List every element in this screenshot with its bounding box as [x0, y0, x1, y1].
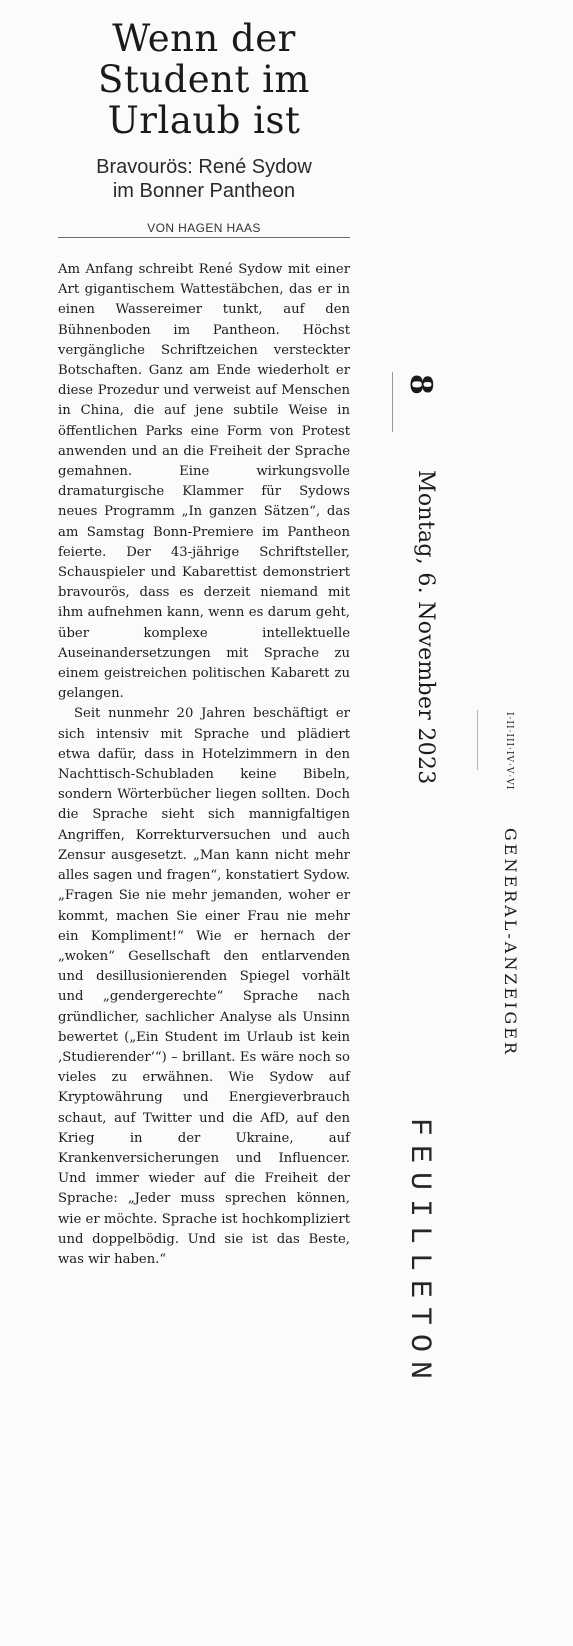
section-name: FEUILLETON	[402, 1118, 436, 1389]
byline: VON HAGEN HAAS	[58, 221, 350, 238]
headline-line: Wenn der	[112, 17, 296, 60]
issue-date: Montag, 6. November 2023	[413, 470, 438, 785]
article-body	[58, 260, 350, 1270]
headline-line: Urlaub ist	[107, 99, 301, 142]
edition-marks: I·II·III·IV·V·VI	[504, 712, 514, 791]
headline-line: Student im	[97, 58, 310, 101]
subheadline-line: im Bonner Pantheon	[112, 180, 296, 202]
subheadline-line: Bravourös: René Sydow	[96, 156, 312, 178]
article-paragraph: Am Anfang schreibt René Sydow mit einer Art gigantischem Wattestäbchen, das er in einen Wassereimer tunkt, auf den Bühnenboden im Pantheon. Höchst vergängliche Schriftzeichen versteckter Botschaften. Ganz am Ende wiederholt er diese Prozedur und verweist auf Menschen in China, die auf jene subtile Weise in öffentlichen Parks eine Form von Protest anwenden und an die Freiheit der Sprache gemahnen. Eine wirkungsvolle dramaturgische Klammer für Sydows neues Programm „In ganzen Sätzen“, das am Samstag Bonn-Premiere im Pantheon feierte. Der 43-jährige Schriftsteller, Schauspieler und Kabarettist demonstriert bravourös, dass es derzeit niemand mit ihm aufnehmen kann, wenn es darum geht, über komplexe intellektuelle Auseinandersetzungen mit Sprache zu einem geistreichen politischen Kabarett zu gelangen.	[58, 262, 350, 702]
page-number-rule	[392, 372, 393, 432]
headline	[58, 18, 350, 141]
page-number: 8	[403, 374, 438, 395]
masthead-rule	[477, 710, 478, 770]
article-paragraph: Seit nunmehr 20 Jahren beschäftigt er sich intensiv mit Sprache und plädiert etwa dafür, dass in Hotelzimmern in den Nachttisch-Schubladen keine Bibeln, sondern Wörterbücher liegen sollten. Doch die Sprache sieht sich mannigfaltigen Angriffen, Korrekturversuchen und auch Zensur ausgesetzt. „Man kann nicht mehr alles sagen und fragen“, konstatiert Sydow. „Fragen Sie nie mehr jemanden, woher er kommt, machen Sie einer Frau nie mehr ein Kompliment!“ Wie er hernach der „woken“ Gesellschaft den entlarvenden und desillusionierenden Spiegel vorhält und „gendergerechte“ Sprache nach gründlicher, sachlicher Analyse als Unsinn bewertet („Ein Student im Urlaub ist kein ‚Studierender‘“) – brillant. Es wäre noch so vieles zu erwähnen. Wie Sydow auf Kryptowährung und Energieverbrauch schaut, auf Twitter und die AfD, auf den Krieg in der Ukraine, auf Krankenversicherungen und Influencer. Und immer wieder auf die Freiheit der Sprache: „Jeder muss sprechen können, wie er möchte. Sprache ist hochkompliziert und doppelbödig. Und sie ist das Beste, was wir haben.“	[58, 706, 350, 1267]
subheadline	[58, 155, 350, 203]
newspaper-name: GENERAL-ANZEIGER	[501, 828, 520, 1057]
article	[58, 18, 350, 1270]
